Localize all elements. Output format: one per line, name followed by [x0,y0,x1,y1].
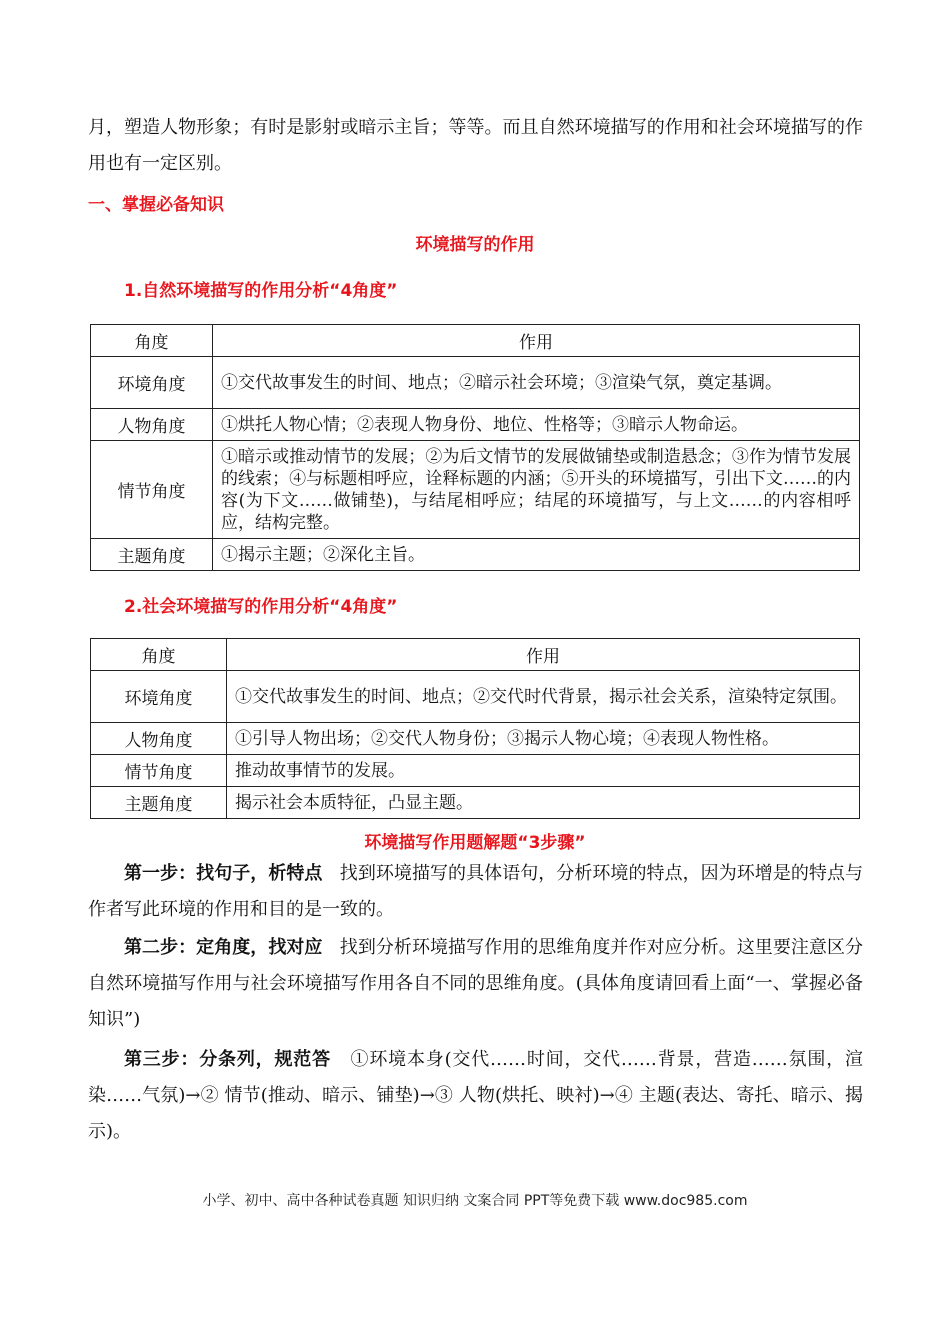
table2-effect: ①引导人物出场；②交代人物身份；③揭示人物心境；④表现人物性格。 [227,723,860,755]
step-paragraph [88,856,863,928]
table2-effect: ①交代故事发生的时间、地点；②交代时代背景，揭示社会关系，渲染特定氛围。 [227,671,860,723]
step-label: 第二步：定角度，找对应 [124,937,323,958]
step-label: 第三步：分条列，规范答 [124,1049,331,1070]
table2-heading: 2.社会环境描写的作用分析“4角度” [124,597,398,617]
table2-header-effect: 作用 [227,639,860,671]
table2-angle: 人物角度 [91,723,227,755]
table1-angle: 情节角度 [91,441,213,539]
table1-effect: ①揭示主题；②深化主旨。 [213,539,860,571]
table2-angle: 情节角度 [91,755,227,787]
step-paragraph [88,1042,863,1150]
table2-angle: 主题角度 [91,787,227,819]
step-text: ①环境本身(交代……时间，交代……背景，营造……氛围，渲染……气氛)→② 情节(推动、暗示、铺垫)→③ 人物(烘托、映衬)→④ 主题(表达、寄托、暗示、揭示)。 [88,1049,864,1142]
main-title: 环境描写的作用 [415,235,535,255]
natural-environment-table [90,324,860,571]
table1-effect: ①暗示或推动情节的发展；②为后文情节的发展做铺垫或制造悬念；③作为情节发展的线索；④与标题相呼应，诠释标题的内涵；⑤开头的环境描写，引出下文……的内容(为下文……做铺垫)，与结尾相呼应；结尾的环境描写，与上文……的内容相呼应，结构完整。 [213,441,860,539]
table2-effect: 揭示社会本质特征，凸显主题。 [227,787,860,819]
table1-header-angle: 角度 [91,325,213,357]
table2-angle: 环境角度 [91,671,227,723]
step-text: 找到分析环境描写作用的思维角度并作对应分析。这里要注意区分自然环境描写作用与社会环境描写作用各自不同的思维角度。(具体角度请回看上面“一、掌握必备知识”) [88,937,863,1030]
social-environment-table [90,638,860,819]
step-text: 找到环境描写的具体语句，分析环境的特点，因为环增是的特点与作者写此环境的作用和目的是一致的。 [88,863,863,920]
table2-header-angle: 角度 [91,639,227,671]
table1-angle: 环境角度 [91,357,213,409]
intro-paragraph: 月，塑造人物形象；有时是影射或暗示主旨；等等。而且自然环境描写的作用和社会环境描写的作用也有一定区别。 [88,117,863,174]
table1-effect: ①交代故事发生的时间、地点；②暗示社会环境；③渲染气氛，奠定基调。 [213,357,860,409]
section-heading: 一、掌握必备知识 [88,195,224,215]
table1-heading: 1.自然环境描写的作用分析“4角度” [124,281,398,301]
table1-effect: ①烘托人物心情；②表现人物身份、地位、性格等；③暗示人物命运。 [213,409,860,441]
step-paragraph [88,930,863,1038]
steps-title: 环境描写作用题解题“3步骤” [364,833,586,853]
step-label: 第一步：找句子，析特点 [124,863,323,884]
page-footer: 小学、初中、高中各种试卷真题 知识归纳 文案合同 PPT等免费下载 www.doc985.com [202,1193,748,1209]
table2-effect: 推动故事情节的发展。 [227,755,860,787]
table1-angle: 主题角度 [91,539,213,571]
table1-angle: 人物角度 [91,409,213,441]
table1-header-effect: 作用 [213,325,860,357]
